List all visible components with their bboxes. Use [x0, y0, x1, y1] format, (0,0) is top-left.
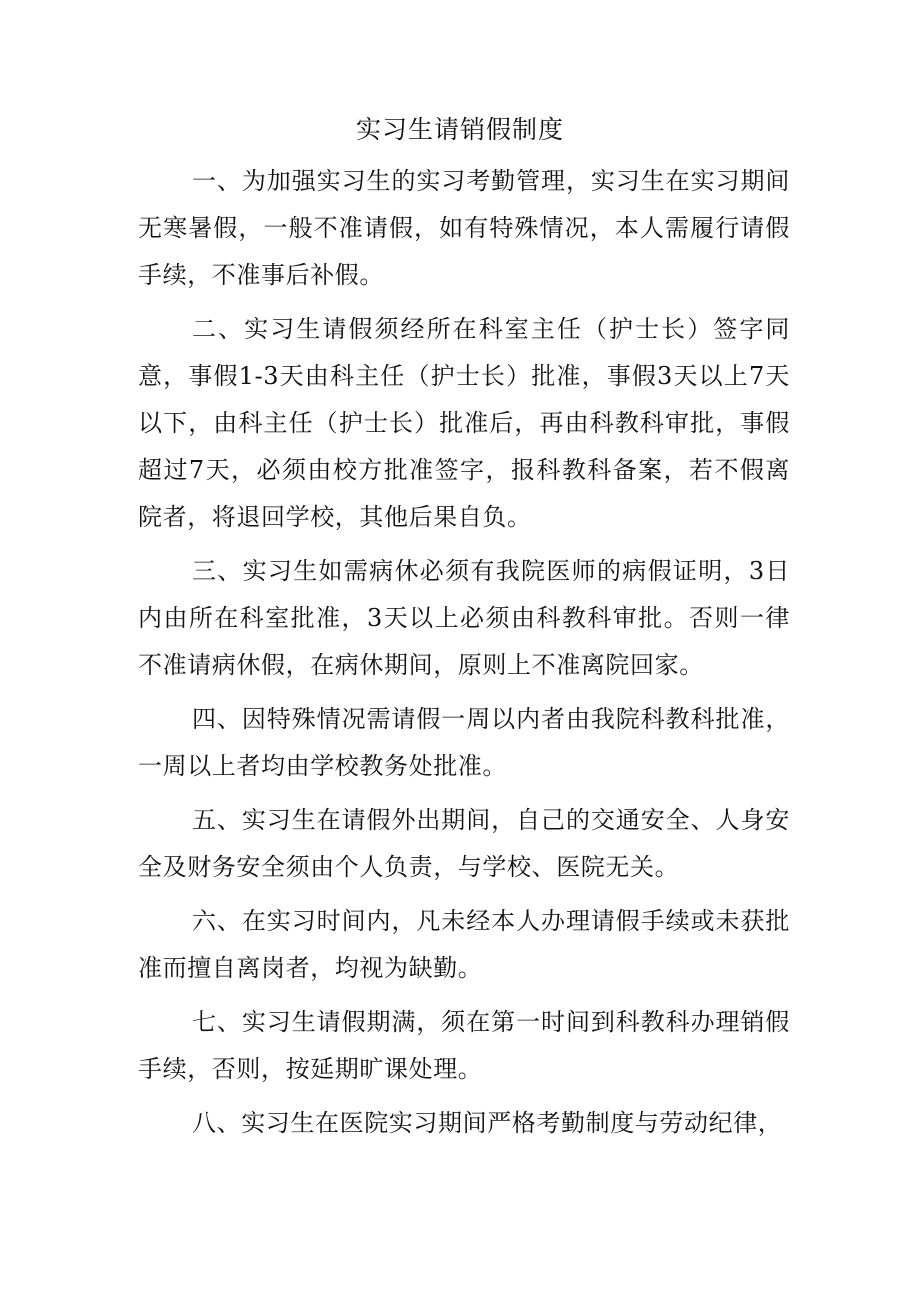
paragraph-5: 五、实习生在请假外出期间，自己的交通安全、人身安全及财务安全须由个人负责，与学校、医院无关。: [138, 806, 790, 881]
paragraph-8: 八、实习生在医院实习期间严格考勤制度与劳动纪律，: [192, 1109, 783, 1137]
paragraph-2: 二、实习生请假须经所在科室主任（护士长）签字同意，事假1-3天由科主任（护士长）批准，事假3天以上7天以下，由科主任（护士长）批准后，再由科教科审批，事假超过7天，必须由校方批准签字，报科教科备案，若不假离院者，将退回学校，其他后果自负。: [138, 315, 790, 531]
document-body: [138, 158, 790, 1154]
paragraph-3: 三、实习生如需病休必须有我院医师的病假证明，3日内由所在科室批准，3天以上必须由科教科审批。否则一律不准请病休假，在病休期间，原则上不准离院回家。: [138, 557, 790, 679]
document-title: 实习生请销假制度: [355, 115, 564, 144]
paragraph-6: 六、在实习时间内，凡未经本人办理请假手续或未获批准而擅自离岗者，均视为缺勤。: [138, 907, 790, 982]
paragraph-1: 一、为加强实习生的实习考勤管理，实习生在实习期间无寒暑假，一般不准请假，如有特殊情况，本人需履行请假手续，不准事后补假。: [138, 167, 790, 289]
paragraph-7: 七、实习生请假期满，须在第一时间到科教科办理销假手续，否则，按延期旷课处理。: [138, 1008, 790, 1083]
paragraph-4: 四、因特殊情况需请假一周以内者由我院科教科批准，一周以上者均由学校教务处批准。: [138, 705, 790, 780]
